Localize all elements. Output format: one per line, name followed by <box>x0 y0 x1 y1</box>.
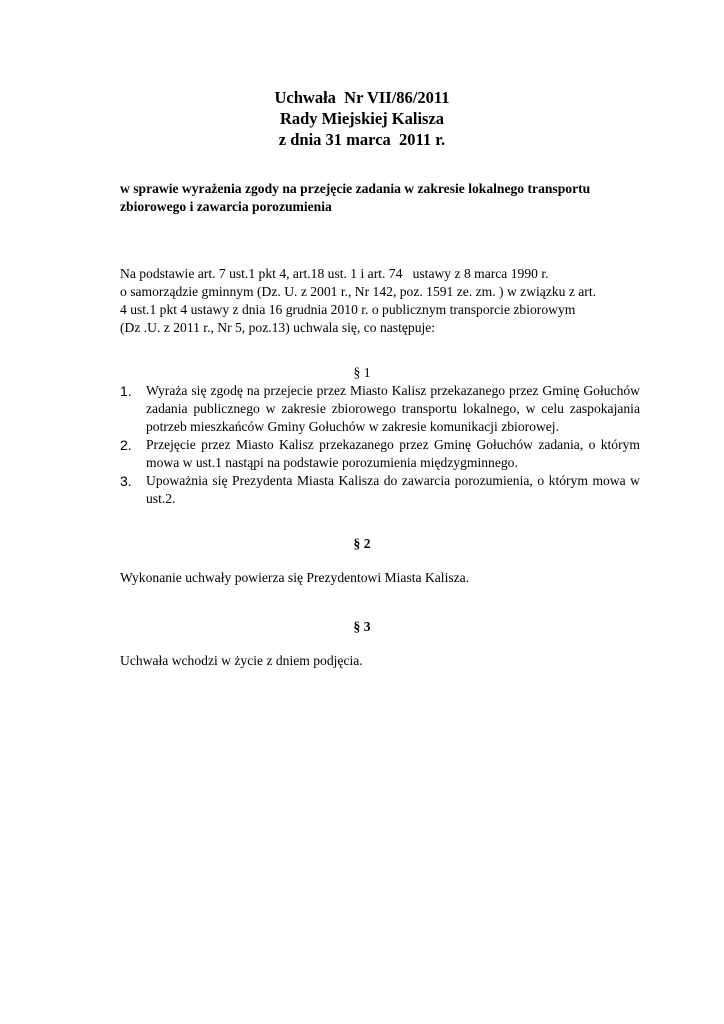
list-item <box>120 382 640 436</box>
legal-basis-line: (Dz .U. z 2011 r., Nr 5, poz.13) uchwala się, co następuje: <box>120 320 436 335</box>
title-line-number: Uchwała Nr VII/86/2011 <box>274 88 450 107</box>
legal-basis <box>120 265 650 337</box>
legal-basis-line: o samorządzie gminnym (Dz. U. z 2001 r., Nr 142, poz. 1591 ze. zm. ) w związku z art. <box>120 284 597 299</box>
section-1-list <box>120 382 640 508</box>
list-item-number: 1. <box>120 383 132 399</box>
resolution-title <box>0 87 724 150</box>
section-3-heading: § 3 <box>353 619 371 634</box>
list-item <box>120 436 640 472</box>
list-item-number: 3. <box>120 473 132 489</box>
title-line-council: Rady Miejskiej Kalisza <box>279 109 445 128</box>
list-item-text: Upoważnia się Prezydenta Miasta Kalisza do zawarcia porozumienia, o którym mowa w ust.2. <box>146 473 640 506</box>
section-2-text: Wykonanie uchwały powierza się Prezydentowi Miasta Kalisza. <box>120 570 470 585</box>
legal-basis-line: Na podstawie art. 7 ust.1 pkt 4, art.18 ust. 1 i art. 74 ustawy z 8 marca 1990 r. <box>120 266 549 281</box>
list-item-text: Wyraża się zgodę na przejecie przez Miasto Kalisz przekazanego przez Gminę Gołuchów zadania publicznego w zakresie zbiorowego transportu lokalnego, w celu zaspokajania potrzeb mieszkańców Gminy Gołuchów w zakresie komunikacji zbiorowej. <box>146 383 640 434</box>
title-line-date: z dnia 31 marca 2011 r. <box>278 130 446 149</box>
list-item-number: 2. <box>120 437 132 453</box>
section-3-text: Uchwała wchodzi w życie z dniem podjęcia. <box>120 653 363 668</box>
section-2-heading: § 2 <box>353 536 371 551</box>
list-item <box>120 472 640 508</box>
legal-basis-line: 4 ust.1 pkt 4 ustawy z dnia 16 grudnia 2010 r. o publicznym transporcie zbiorowym <box>120 302 576 317</box>
section-1-heading: § 1 <box>353 365 371 380</box>
resolution-subject: w sprawie wyrażenia zgody na przejęcie zadania w zakresie lokalnego transportu zbiorowego i zawarcia porozumienia <box>120 181 591 214</box>
list-item-text: Przejęcie przez Miasto Kalisz przekazanego przez Gminę Gołuchów zadania, o którym mowa w ust.1 nastąpi na podstawie porozumienia międzygminnego. <box>146 437 640 470</box>
